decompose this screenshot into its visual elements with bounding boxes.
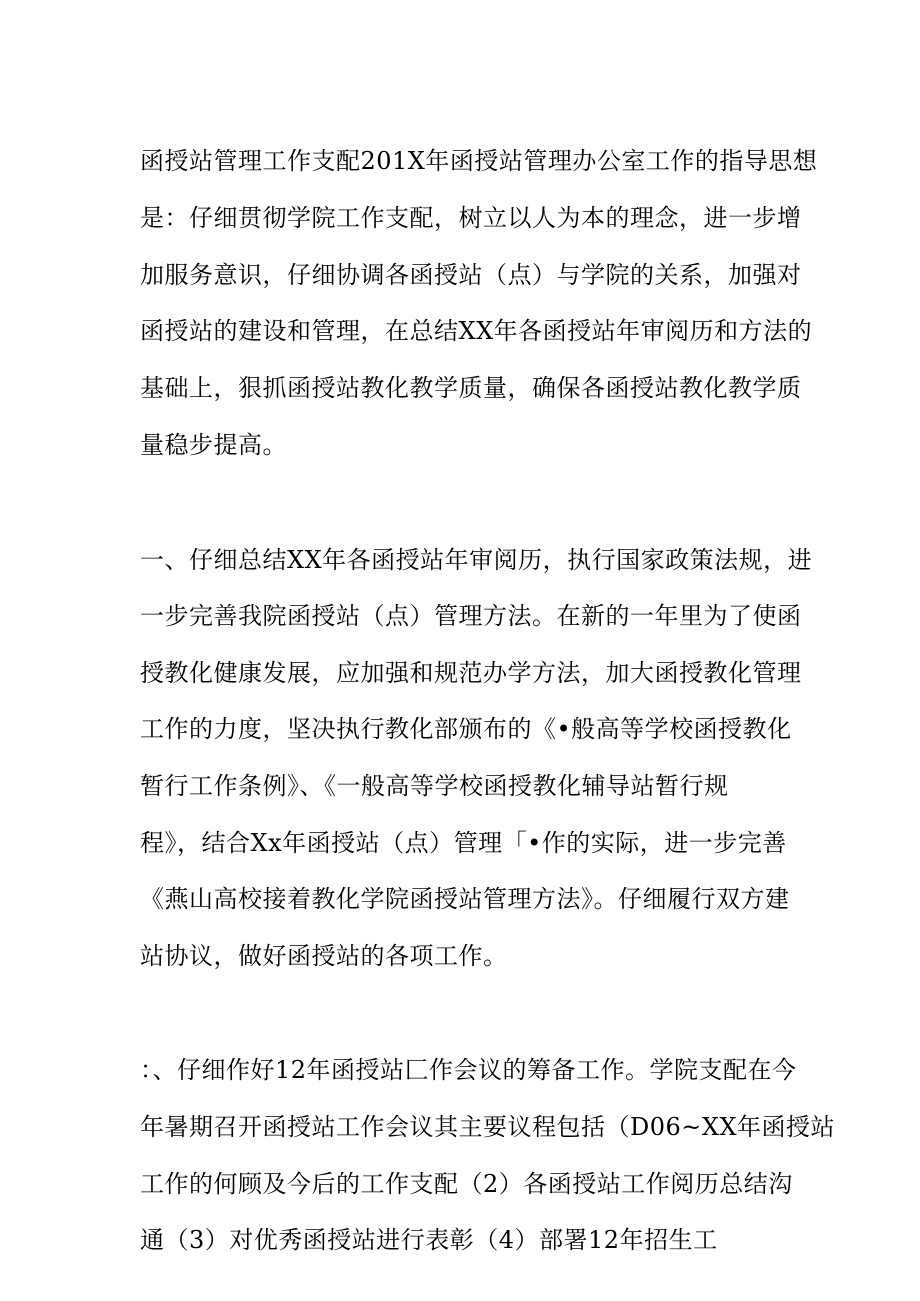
- paragraph-2-line-3: 授教化健康发展，应加强和规范办学方法，加大函授教化管理: [140, 659, 802, 687]
- paragraph-2-line-6: 程》，结合Xx年函授站（点）管理「•作的实际，进一步完善: [140, 829, 787, 857]
- paragraph-2-line-8: 站协议，做好函授站的各项工作。: [140, 942, 508, 970]
- paragraph-1-line-6: 量稳步提高。: [140, 431, 287, 459]
- paragraph-3-line-1: ：、仔细作好12年函授站匚作会议的筹备工作。学院支配在今: [140, 1056, 797, 1084]
- paragraph-3-line-3: 工作的何顾及今后的工作支配（2）各函授站工作阅历总结沟: [140, 1170, 793, 1198]
- paragraph-1-line-4: 函授站的建设和管理，在总结XX年各函授站年审阅历和方法的: [140, 317, 813, 345]
- paragraph-2-line-2: 一步完善我院函授站（点）管理方法。在新的一年里为了使函: [140, 602, 802, 630]
- paragraph-2-line-7: 《燕山高校接着教化学院函授站管理方法》。仔细履行双方建: [140, 885, 790, 913]
- paragraph-3-line-2: 年暑期召开函授站工作会议其主要议程包括（D06~XX年函授站: [140, 1113, 836, 1141]
- paragraph-2-line-1: 一、仔细总结XX年各函授站年审阅历，执行国家政策法规，进: [140, 546, 813, 574]
- paragraph-1-line-3: 加服务意识，仔细协调各函授站（点）与学院的关系，加强对: [140, 261, 802, 289]
- paragraph-1-line-1: 函授站管理工作支配201X年函授站管理办公室工作的指导思想: [140, 147, 818, 175]
- paragraph-2-line-4: 工作的力度，坚决执行教化部颁布的《•般高等学校函授教化: [140, 715, 792, 743]
- paragraph-3-line-4: 通（3）对优秀函授站进行表彰（4）部署12年招生工: [140, 1226, 718, 1254]
- paragraph-1-line-5: 基础上，狠抓函授站教化教学质量，确保各函授站教化教学质: [140, 374, 802, 402]
- paragraph-1-line-2: 是：仔细贯彻学院工作支配，树立以人为本的理念，进一步增: [140, 204, 802, 232]
- paragraph-2-line-5: 暂行工作条例》、《一般高等学校函授教化辅导站暂行规: [140, 772, 729, 800]
